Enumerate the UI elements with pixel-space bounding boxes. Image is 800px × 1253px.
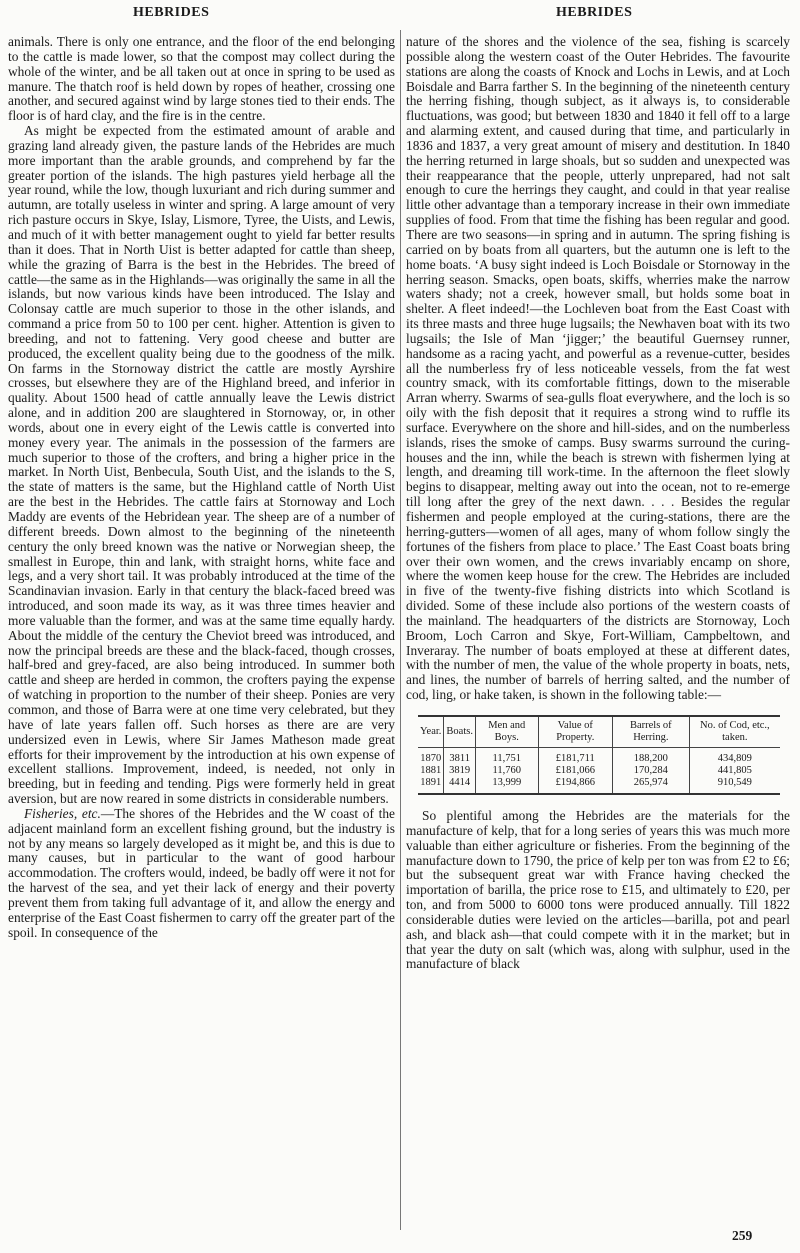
table-cell: 11,760 (475, 765, 538, 777)
table-header: Boats. (444, 716, 476, 748)
table-header: Value of Property. (538, 716, 612, 748)
table-cell: £181,711 (538, 747, 612, 765)
paragraph: So plentiful among the Hebrides are the materials for the manufacture of kelp, that for a long series of years this was much more valuable than either agriculture or fisheries. From the beginning of the manufacture down to 1790, the price of kelp per ton was from £2 to £6; but the subsequent great war with France having checked the importation of barilla, the price rose to £15, and ultimately to £20, per ton, and from 5000 to 6000 tons were produced annually. Till 1822 considerable duties were levied on the articles—barilla, pot and pearl ash, and black ash—that could compete with it in the market; but in that year the duty on salt (which was, along with sulphur, used in the manufacture of black (406, 807, 790, 972)
table-cell: 13,999 (475, 777, 538, 794)
table-cell: 910,549 (717, 776, 752, 788)
running-header-left: HEBRIDES (133, 5, 210, 20)
fisheries-table (418, 715, 780, 795)
table-cell: 1891 (418, 777, 444, 794)
table-row (418, 765, 780, 777)
paragraph-text: —The shores of the Hebrides and the W coast of the adjacent mainland form an excellent fishing ground, but the industry is not by any means so largely developed as it might be, and this is due to many causes, but in particular to the want of good harbour accommodation. The crofters would, indeed, be badly off were it not for the harvest of the sea, and yet their lack of energy and their poverty prevent them from taking full advantage of it, and allow the energy and enterprise of the East Coast fishermen to carry off the greater part of the spoil. In consequence of the (8, 805, 395, 940)
table-cell: 3811 (444, 747, 476, 765)
paragraph: animals. There is only one entrance, and the floor of the end belonging to the cattle is made lower, so that the compost may collect during the whole of the winter, and be all taken out at once in spring to be used as manure. The thatch roof is held down by ropes of heather, crossing one another, and secured against wind by large stones tied to their ends. The floor is of hard clay, and the fire is in the centre. (8, 34, 395, 124)
left-column (8, 35, 395, 940)
paragraph: As might be expected from the estimated amount of arable and grazing land already given, the pasture lands of the Hebrides are much more important than the arable grounds, and comprehend by far the greater portion of the islands. The high pastures yield herbage all the year round, while the low, though luxuriant and rich during summer and autumn, are totally useless in winter and spring. A large amount of very rich pasture occurs in Skye, Islay, Lismore, Tyree, the Uists, and Lewis, and much of it with better management ought to yield far better results than it does. That in North Uist is better adapted for cattle than sheep, while the grazing of Barra is the best in the Hebrides. The breed of cattle—the same as in the Highlands—was originally the same in all the islands, but now various kinds have been introduced. The Islay and Colonsay cattle are much superior to those in the other islands, and command a price from 50 to 100 per cent. higher. Attention is given to breeding, and not to fattening. Very good cheese and butter are produced, the excellent quality being due to the goodness of the milk. On farms in the Stornoway district the cattle are mostly Ayrshire crosses, but elsewhere they are of the Highland breed, and inferior in quality. About 1500 head of cattle annually leave the Lewis district alone, and in addition 200 are slaughtered in Stornoway, or, in other words, about one in every eight of the Lewis cattle is converted into money every year. The animals in the possession of the farmers are much superior to those of the crofters, and bring a higher price in the market. In North Uist, Benbecula, South Uist, and the islands to the S, the state of matters is the same, but the Highland cattle of North Uist are the best in the Hebrides. The cattle fairs at Stornoway and Loch Maddy are events of the Hebridean year. The sheep are of a number of different breeds. Down almost to the beginning of the nineteenth century the only breed known was the native or Norwegian sheep, the smallest in Europe, thin and lank, with straight horns, white face and legs, and a very short tail. It was probably introduced at the time of the Scandinavian invasion. Early in that century the black-faced breed was introduced, and soon made its way, as it was three times heavier and more valuable than the former, and was at the same time equally hardy. About the middle of the century the Cheviot breed was introduced, and now the principal breeds are these and the black-faced, though crosses, half-bred and grey-faced, are also being introduced. In summer both cattle and sheep are herded in common, the crofters paying the expense of watching in proportion to the number of their sheep. Ponies are very common, and those of Barra were at one time very celebrated, but they have of late years fallen off. Such horses as there are are very undersized even in Lewis, where Sir James Matheson made great efforts for their improvement by the introduction at his own expense of excellent stallions. Improvement, indeed, is needed, not only in breeding, but in feeding and tending. Pigs were formerly held in great aversion, but are now reared in some districts in considerable numbers. (8, 123, 395, 807)
table-cell: 1870 (418, 747, 444, 765)
table-row (418, 747, 780, 765)
table-header: Year. (418, 716, 444, 748)
table-cell: 3819 (444, 765, 476, 777)
table-cell: 4414 (444, 777, 476, 794)
table-cell: £194,866 (538, 777, 612, 794)
column-divider (400, 30, 401, 1230)
table-cell: 188,200 (613, 747, 690, 765)
table-header: Barrels of Herring. (613, 716, 690, 748)
section-lead: Fisheries, etc. (24, 805, 101, 821)
table-cell: £181,066 (538, 765, 612, 777)
table-header: No. of Cod, etc., taken. (689, 716, 780, 748)
table-cell: 434,809 (717, 752, 752, 764)
running-header-right: HEBRIDES (556, 5, 633, 20)
table-cell: 441,805 (717, 764, 752, 776)
table-cell: 11,751 (475, 747, 538, 765)
table-cell: 1881 (418, 765, 444, 777)
paragraph: nature of the shores and the violence of the sea, fishing is scarcely possible along the western coast of the Outer Hebrides. The favourite stations are along the coasts of Knock and Lochs in Lewis, and at Loch Boisdale and Barra farther S. In the beginning of the nineteenth century the herring fishing, though subject, as it always is, to considerable fluctuations, was good; but between 1830 and 1840 it fell off to a large and alarming extent, and caused during that time, and particularly in 1836 and 1837, a very great amount of misery and destitution. In 1840 the herring returned in large shoals, but so sudden and unexpected was their reappearance that the people, utterly unprepared, had not salt enough to cure the herrings they caught, and could in that year realise little other advantage than a temporary increase in their own immediate supplies of food. From that time the fishing has been regular and good. There are two seasons—in spring and in autumn. The spring fishing is carried on by boats from all quarters, but the autumn one is left to the home boats. ‘A busy sight indeed is Loch Boisdale or Stornoway in the herring season. Smacks, open boats, skiffs, wherries make the narrow waters shady; not a creek, however small, but holds some boat in shelter. A fleet indeed!—the Lochleven boat from the East Coast with its three masts and three huge lugsails; the Newhaven boat with its two lugsails; the Isle of Man ‘jigger;’ the beautiful Guernsey runner, handsome as a racing yacht, and powerful as a revenue-cutter, besides all the numberless fry of less noticeable vessels, from the fat west country smack, with its comfortable fittings, down to the miserable Arran wherry. Swarms of sea-gulls float everywhere, and the loch is so oily with the fish deposit that it requires a strong wind to ruffle its surface. Everywhere on the shore and hill-sides, and on the numberless islands, rises the smoke of camps. Busy swarms surround the curing-houses and the inn, while the beach is strewn with fishermen lying at length, and dreaming till work-time. In the afternoon the fleet slowly begins to disappear, melting away out into the ocean, not to re-emerge till long after the grey of the next dawn. . . . Besides the regular fishermen and people employed at the curing-stations, there are the herring-gutters—women of all ages, many of whom follow singly the fortunes of the fishers from place to place.’ The East Coast boats bring over their own women, and the crews invariably encamp on shore, where the women keep house for the crew. The Hebrides are included in five of the twenty-five fishing districts into which Scotland is divided. Some of these include also portions of the western coasts of the mainland. The headquarters of the districts are Stornoway, Loch Broom, Loch Carron and Skye, Fort-William, Campbeltown, and Inveraray. The number of boats employed at these at different dates, with the number of men, the value of the whole property in boats, nets, and lines, the number of barrels of herring salted, and the number of cod, ling, or hake taken, is shown in the following table:— (406, 34, 790, 703)
right-column (406, 35, 790, 972)
table-cell: 170,284 (613, 765, 690, 777)
page-number: 259 (732, 1228, 753, 1243)
table-header: Men and Boys. (475, 716, 538, 748)
table-cell: 265,974 (613, 777, 690, 794)
paragraph (8, 807, 395, 941)
table-row (418, 777, 780, 794)
